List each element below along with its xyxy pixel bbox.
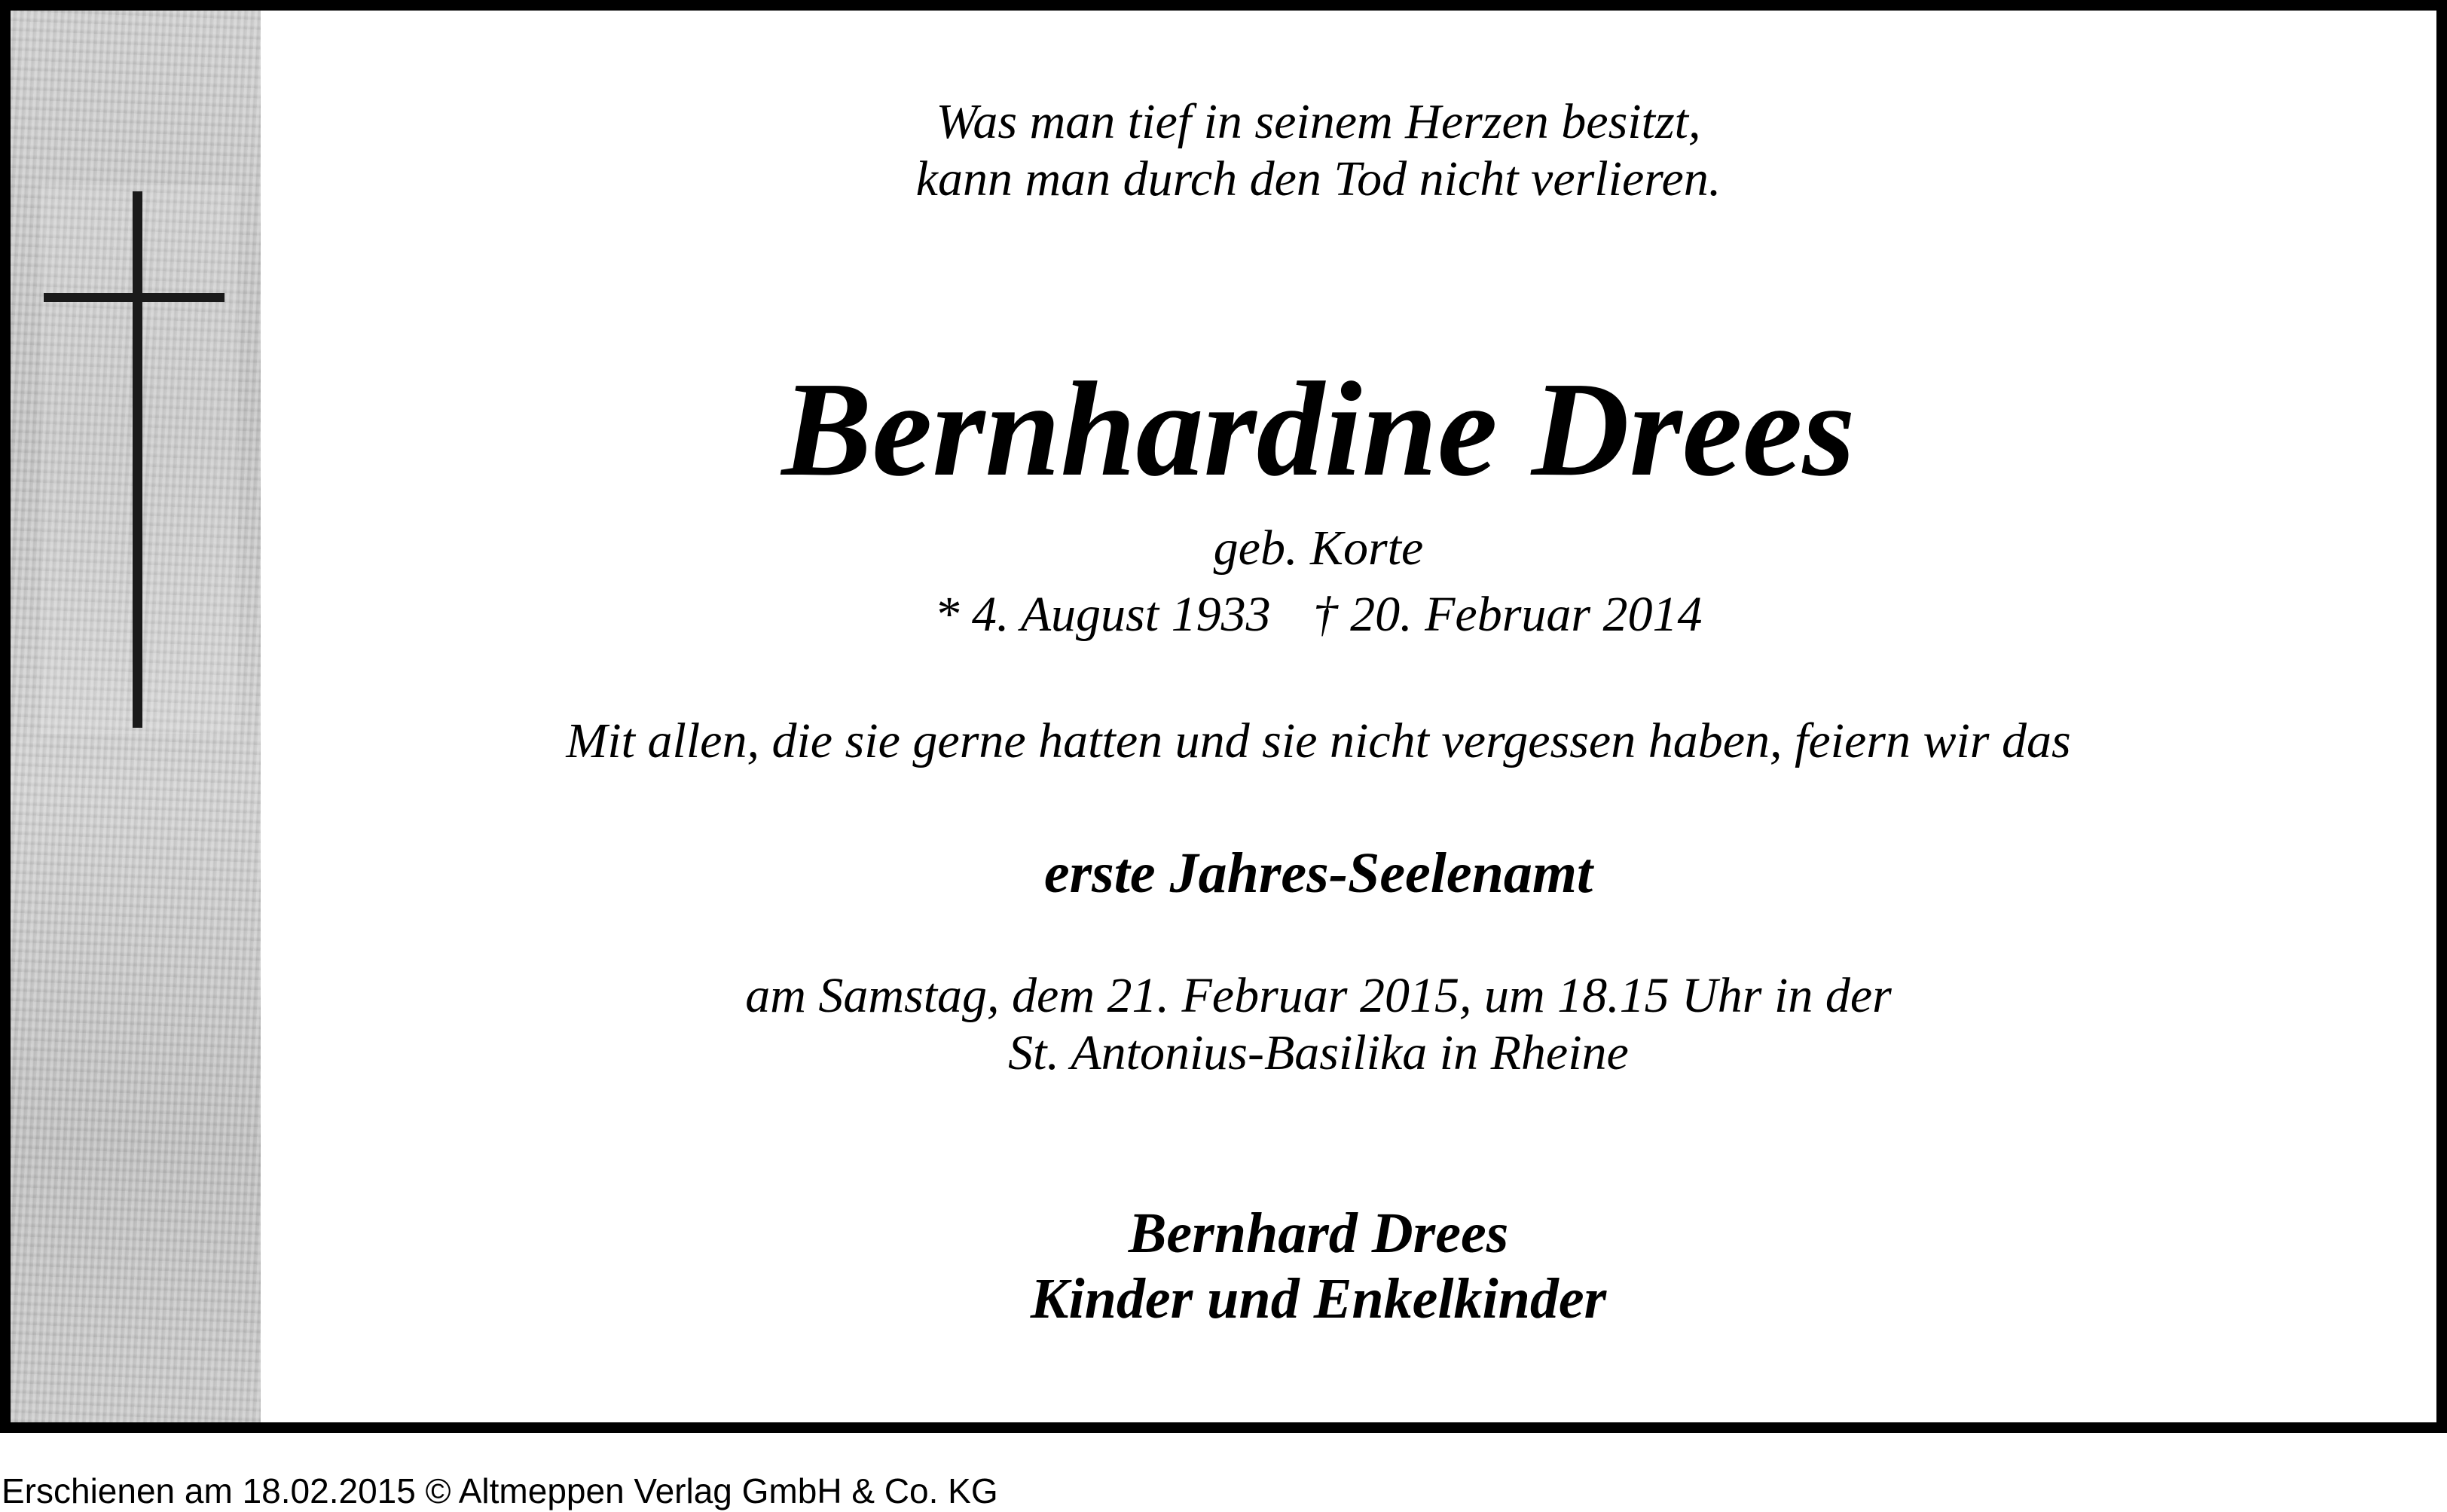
- deceased-name: Bernhardine Drees: [781, 354, 1856, 504]
- service-detail-line: St. Antonius-Basilika in Rheine: [1008, 1025, 1629, 1080]
- maiden-name: geb. Korte: [1213, 521, 1424, 576]
- cross-icon-crossbar: [44, 293, 225, 302]
- motto-line: kann man durch den Tod nicht verlieren.: [915, 151, 1721, 206]
- service-detail-line: am Samstag, dem 21. Februar 2015, um 18.15 Uhr in der: [745, 968, 1892, 1023]
- mourner-line: Bernhard Drees: [1128, 1202, 1509, 1265]
- cross-icon: [133, 191, 142, 728]
- motto: [271, 93, 2366, 208]
- death-date: † 20. Februar 2014: [1312, 587, 1703, 642]
- stone-texture-panel: [11, 11, 261, 1422]
- mourners: [271, 1201, 2366, 1333]
- mourner-line: Kinder und Enkelkinder: [1030, 1267, 1607, 1331]
- motto-line: Was man tief in seinem Herzen besitzt,: [936, 94, 1701, 149]
- life-dates: [271, 586, 2366, 643]
- publication-footer: Erschienen am 18.02.2015 © Altmeppen Verlag GmbH & Co. KG: [2, 1471, 998, 1510]
- service-details: [271, 967, 2366, 1082]
- birth-date: * 4. August 1933: [934, 587, 1271, 642]
- invitation-text: Mit allen, die sie gerne hatten und sie nicht vergessen haben, feiern wir das: [566, 713, 2071, 768]
- service-title: erste Jahres-Seelenamt: [1043, 842, 1593, 905]
